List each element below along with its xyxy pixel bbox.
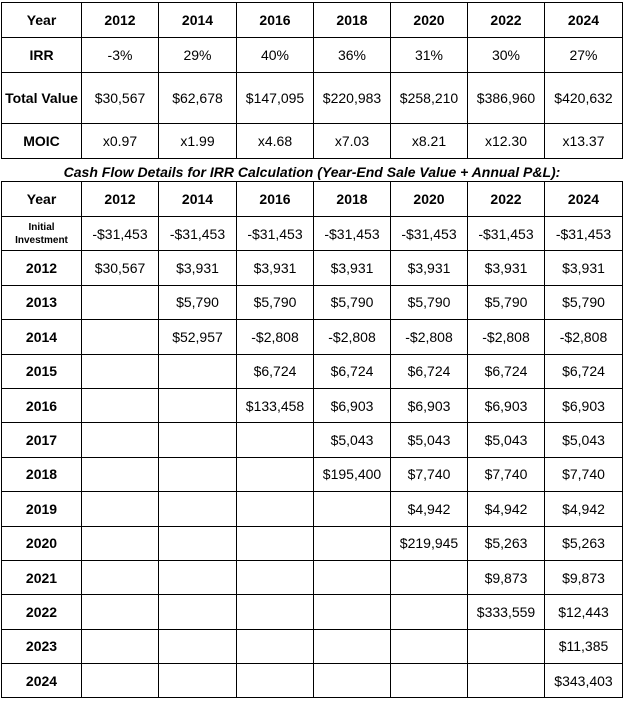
table-cell [391,560,468,594]
header-row [2,182,623,217]
table-cell: $5,790 [159,285,237,319]
row-label: IRR [2,38,82,73]
table-cell: $4,942 [468,492,545,526]
table-row [2,457,623,491]
row-label: 2012 [2,251,82,285]
table-cell [82,354,159,388]
table-cell [82,457,159,491]
table-cell [82,629,159,663]
table-cell [237,526,314,560]
table-cell: $6,903 [314,388,391,422]
table-cell: $420,632 [545,73,623,124]
header-cell: 2024 [545,182,623,217]
table-cell: $5,043 [468,423,545,457]
table-cell: -$2,808 [468,320,545,354]
table-cell [468,664,545,698]
table-row [2,560,623,594]
table-cell: $12,443 [545,595,623,629]
table-cell [314,526,391,560]
table-cell: $258,210 [391,73,468,124]
cashflow-caption: Cash Flow Details for IRR Calculation (Year-End Sale Value + Annual P&L): [63,164,561,180]
table-cell: $147,095 [237,73,314,124]
table-cell: -$31,453 [159,217,237,251]
table-cell: 30% [468,38,545,73]
table-cell: -$2,808 [545,320,623,354]
table-cell: $386,960 [468,73,545,124]
table-cell: x4.68 [237,124,314,159]
row-label: 2022 [2,595,82,629]
table-cell: $333,559 [468,595,545,629]
table-row [2,320,623,354]
table-cell: $3,931 [237,251,314,285]
table-cell: -$31,453 [468,217,545,251]
table-cell: -$31,453 [82,217,159,251]
table-cell [391,664,468,698]
table-row [2,388,623,422]
table-row [2,285,623,319]
table-cell [82,560,159,594]
cashflow-table [1,181,623,698]
table-cell [314,629,391,663]
header-cell: Year [2,182,82,217]
header-cell: 2022 [468,3,545,38]
table-cell: 29% [159,38,237,73]
table-cell [237,629,314,663]
table-cell [159,388,237,422]
table-cell: $3,931 [391,251,468,285]
header-cell: 2018 [314,182,391,217]
table-cell: x13.37 [545,124,623,159]
row-label: Total Value [2,73,82,124]
header-cell: 2020 [391,182,468,217]
table-cell: $3,931 [545,251,623,285]
row-label: Initial Investment [2,217,82,251]
table-row [2,251,623,285]
table-row [2,124,623,159]
table-cell: x1.99 [159,124,237,159]
table-cell: -$2,808 [314,320,391,354]
row-label: 2014 [2,320,82,354]
table-cell [159,423,237,457]
table-cell: -$31,453 [391,217,468,251]
table-cell: x7.03 [314,124,391,159]
table-cell: $5,263 [468,526,545,560]
table-cell [468,629,545,663]
table-cell [82,388,159,422]
table-cell: 36% [314,38,391,73]
table-cell: $3,931 [314,251,391,285]
table-cell [82,664,159,698]
table-cell [159,492,237,526]
header-cell: 2012 [82,182,159,217]
table-cell: x12.30 [468,124,545,159]
table-row [2,526,623,560]
table-cell: $133,458 [237,388,314,422]
table-cell: -3% [82,38,159,73]
table-cell [159,457,237,491]
header-cell: 2016 [237,3,314,38]
header-cell: 2024 [545,3,623,38]
table-cell: $30,567 [82,73,159,124]
table-cell [314,595,391,629]
table-cell: $5,043 [391,423,468,457]
table-row [2,664,623,698]
table-cell: $7,740 [468,457,545,491]
table-cell [314,664,391,698]
table-cell: $3,931 [159,251,237,285]
table-cell [237,423,314,457]
table-row [2,423,623,457]
header-cell: 2016 [237,182,314,217]
header-cell: 2014 [159,182,237,217]
table-cell: $6,724 [545,354,623,388]
table-cell: $9,873 [468,560,545,594]
table-cell [237,492,314,526]
table-cell: $6,724 [314,354,391,388]
table-cell: -$31,453 [314,217,391,251]
table-cell: $7,740 [391,457,468,491]
header-cell: 2014 [159,3,237,38]
header-cell: 2022 [468,182,545,217]
table-cell: $62,678 [159,73,237,124]
summary-table [1,2,623,159]
table-cell [82,595,159,629]
table-cell [391,629,468,663]
header-row [2,3,623,38]
header-cell: 2012 [82,3,159,38]
table-cell [237,457,314,491]
table-cell: $6,724 [237,354,314,388]
header-cell: 2018 [314,3,391,38]
table-cell [159,629,237,663]
table-cell: $5,043 [314,423,391,457]
table-cell [82,492,159,526]
table-cell: $6,903 [468,388,545,422]
table-cell [82,285,159,319]
table-row [2,595,623,629]
header-cell: Year [2,3,82,38]
row-label: 2013 [2,285,82,319]
table-cell [82,526,159,560]
table-cell: x0.97 [82,124,159,159]
table-cell: 40% [237,38,314,73]
table-cell: $5,790 [391,285,468,319]
table-cell: $5,790 [545,285,623,319]
table-cell: $5,790 [314,285,391,319]
table-row [2,354,623,388]
row-label: MOIC [2,124,82,159]
table-cell: $220,983 [314,73,391,124]
table-cell: $3,931 [468,251,545,285]
table-row [2,492,623,526]
table-cell: $6,903 [545,388,623,422]
table-cell [159,664,237,698]
table-cell: $11,385 [545,629,623,663]
table-cell: $5,790 [237,285,314,319]
table-cell: $219,945 [391,526,468,560]
table-cell [237,595,314,629]
table-cell: -$31,453 [237,217,314,251]
row-label: 2023 [2,629,82,663]
table-cell [391,595,468,629]
table-cell: $5,263 [545,526,623,560]
table-cell: 27% [545,38,623,73]
table-cell [237,560,314,594]
table-cell [237,664,314,698]
table-cell [159,526,237,560]
row-label: 2020 [2,526,82,560]
table-cell: 31% [391,38,468,73]
table-cell: $4,942 [391,492,468,526]
table-cell [314,560,391,594]
row-label: 2018 [2,457,82,491]
table-cell: -$31,453 [545,217,623,251]
table-cell: $30,567 [82,251,159,285]
table-cell: -$2,808 [237,320,314,354]
table-row [2,629,623,663]
table-cell: $6,724 [391,354,468,388]
table-row [2,38,623,73]
table-cell: $52,957 [159,320,237,354]
table-cell: $4,942 [545,492,623,526]
table-cell: -$2,808 [391,320,468,354]
row-label: 2024 [2,664,82,698]
table-cell: $9,873 [545,560,623,594]
table-cell [314,492,391,526]
table-row [2,73,623,124]
table-cell: $6,903 [391,388,468,422]
table-cell [82,320,159,354]
row-label: 2019 [2,492,82,526]
table-cell [159,354,237,388]
row-label: 2021 [2,560,82,594]
row-label: 2016 [2,388,82,422]
table-cell: $343,403 [545,664,623,698]
table-cell: $5,043 [545,423,623,457]
table-cell: $7,740 [545,457,623,491]
row-label: 2017 [2,423,82,457]
table-cell: $5,790 [468,285,545,319]
row-label: 2015 [2,354,82,388]
table-cell: x8.21 [391,124,468,159]
table-cell [159,595,237,629]
table-row [2,217,623,251]
table-cell [82,423,159,457]
header-cell: 2020 [391,3,468,38]
table-cell: $195,400 [314,457,391,491]
table-cell [159,560,237,594]
table-cell: $6,724 [468,354,545,388]
